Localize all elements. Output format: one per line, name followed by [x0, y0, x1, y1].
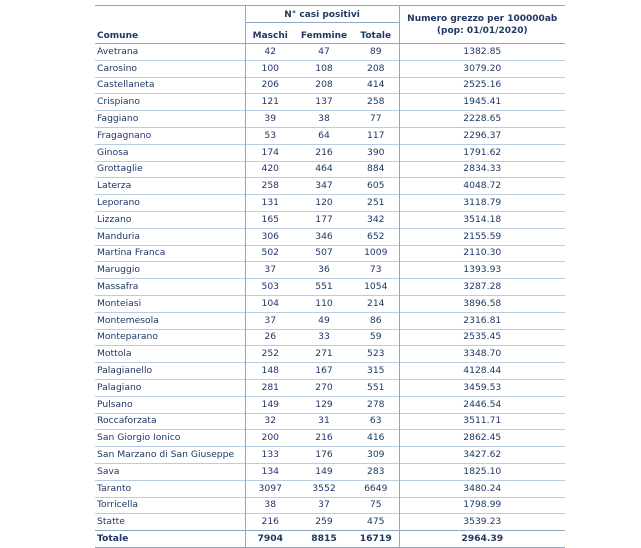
total-row — [95, 531, 565, 548]
cell-totale: 309 — [353, 447, 399, 464]
cell-totale: 208 — [353, 60, 399, 77]
cell-femmine: 507 — [295, 245, 353, 262]
cell-totale: 73 — [353, 262, 399, 279]
header-comune: Comune — [95, 6, 245, 44]
cell-rate: 3459.53 — [399, 379, 565, 396]
cell-femmine: 177 — [295, 211, 353, 228]
cell-comune: San Marzano di San Giuseppe — [95, 447, 245, 464]
cell-maschi: 133 — [245, 447, 295, 464]
cell-femmine: 347 — [295, 178, 353, 195]
cell-maschi: 37 — [245, 262, 295, 279]
cell-maschi: 131 — [245, 195, 295, 212]
cell-comune: Fragagnano — [95, 127, 245, 144]
cell-totale: 214 — [353, 295, 399, 312]
cell-femmine: 271 — [295, 346, 353, 363]
cell-totale: 551 — [353, 379, 399, 396]
cell-femmine: 64 — [295, 127, 353, 144]
table-row — [95, 127, 565, 144]
cell-rate: 3480.24 — [399, 480, 565, 497]
cell-comune: Faggiano — [95, 111, 245, 128]
cases-table — [95, 5, 565, 548]
cell-rate: 2228.65 — [399, 111, 565, 128]
cell-rate: 3511.71 — [399, 413, 565, 430]
total-rate: 2964.39 — [399, 531, 565, 548]
cell-femmine: 120 — [295, 195, 353, 212]
cell-totale: 283 — [353, 463, 399, 480]
total-maschi: 7904 — [245, 531, 295, 548]
cell-maschi: 121 — [245, 94, 295, 111]
cell-femmine: 47 — [295, 44, 353, 61]
cell-comune: Mottola — [95, 346, 245, 363]
table-row — [95, 346, 565, 363]
cell-maschi: 149 — [245, 396, 295, 413]
cell-totale: 1054 — [353, 279, 399, 296]
cell-maschi: 3097 — [245, 480, 295, 497]
cell-comune: Crispiano — [95, 94, 245, 111]
cell-maschi: 100 — [245, 60, 295, 77]
cell-totale: 884 — [353, 161, 399, 178]
cell-rate: 2316.81 — [399, 312, 565, 329]
cell-rate: 2535.45 — [399, 329, 565, 346]
cell-rate: 4128.44 — [399, 363, 565, 380]
table-row — [95, 480, 565, 497]
cell-totale: 251 — [353, 195, 399, 212]
cell-femmine: 208 — [295, 77, 353, 94]
cell-comune: Maruggio — [95, 262, 245, 279]
cell-comune: Monteiasi — [95, 295, 245, 312]
cell-femmine: 37 — [295, 497, 353, 514]
table-row — [95, 329, 565, 346]
cell-femmine: 149 — [295, 463, 353, 480]
cell-rate: 2834.33 — [399, 161, 565, 178]
cell-femmine: 31 — [295, 413, 353, 430]
table-row — [95, 44, 565, 61]
cell-totale: 89 — [353, 44, 399, 61]
cell-comune: Carosino — [95, 60, 245, 77]
cases-table-container — [95, 5, 565, 544]
table-row — [95, 447, 565, 464]
cell-maschi: 258 — [245, 178, 295, 195]
cell-rate: 1382.85 — [399, 44, 565, 61]
cell-femmine: 167 — [295, 363, 353, 380]
cell-totale: 75 — [353, 497, 399, 514]
cell-femmine: 551 — [295, 279, 353, 296]
cell-totale: 342 — [353, 211, 399, 228]
cell-comune: Castellaneta — [95, 77, 245, 94]
cell-totale: 315 — [353, 363, 399, 380]
cell-femmine: 110 — [295, 295, 353, 312]
header-row-group — [95, 6, 565, 23]
cell-maschi: 306 — [245, 228, 295, 245]
cell-totale: 59 — [353, 329, 399, 346]
cell-maschi: 53 — [245, 127, 295, 144]
header-femmine: Femmine — [300, 31, 348, 41]
cell-maschi: 38 — [245, 497, 295, 514]
cell-rate: 4048.72 — [399, 178, 565, 195]
cell-maschi: 200 — [245, 430, 295, 447]
cell-femmine: 108 — [295, 60, 353, 77]
cell-totale: 258 — [353, 94, 399, 111]
cell-comune: Palagianello — [95, 363, 245, 380]
header-totale: Totale — [353, 23, 399, 44]
cell-totale: 416 — [353, 430, 399, 447]
cell-totale: 6649 — [353, 480, 399, 497]
cell-totale: 523 — [353, 346, 399, 363]
cell-rate: 2155.59 — [399, 228, 565, 245]
table-row — [95, 379, 565, 396]
cell-maschi: 281 — [245, 379, 295, 396]
cell-comune: Pulsano — [95, 396, 245, 413]
cell-femmine: 216 — [295, 430, 353, 447]
cell-femmine: 3552 — [295, 480, 353, 497]
cell-rate: 2110.30 — [399, 245, 565, 262]
cell-femmine: 464 — [295, 161, 353, 178]
table-row — [95, 111, 565, 128]
table-row — [95, 413, 565, 430]
cell-comune: Manduria — [95, 228, 245, 245]
cell-comune: Palagiano — [95, 379, 245, 396]
cell-comune: Montemesola — [95, 312, 245, 329]
cell-totale: 475 — [353, 514, 399, 531]
cell-maschi: 148 — [245, 363, 295, 380]
table-row — [95, 77, 565, 94]
cell-comune: Avetrana — [95, 44, 245, 61]
table-row — [95, 430, 565, 447]
cell-maschi: 174 — [245, 144, 295, 161]
cell-comune: Laterza — [95, 178, 245, 195]
table-row — [95, 228, 565, 245]
table-body — [95, 44, 565, 531]
cell-maschi: 502 — [245, 245, 295, 262]
header-rate — [399, 6, 565, 44]
table-row — [95, 312, 565, 329]
table-header — [95, 6, 565, 44]
table-row — [95, 195, 565, 212]
cell-rate: 3118.79 — [399, 195, 565, 212]
header-rate-line1: Numero grezzo per 100000ab — [407, 13, 558, 24]
cell-rate: 1825.10 — [399, 463, 565, 480]
cell-femmine: 346 — [295, 228, 353, 245]
cell-femmine: 33 — [295, 329, 353, 346]
cell-comune: Monteparano — [95, 329, 245, 346]
cell-totale: 117 — [353, 127, 399, 144]
total-totale: 16719 — [353, 531, 399, 548]
cell-rate: 1393.93 — [399, 262, 565, 279]
cell-maschi: 503 — [245, 279, 295, 296]
cell-comune: Sava — [95, 463, 245, 480]
cell-femmine: 270 — [295, 379, 353, 396]
table-row — [95, 497, 565, 514]
cell-femmine: 38 — [295, 111, 353, 128]
cell-rate: 3348.70 — [399, 346, 565, 363]
cell-rate: 3896.58 — [399, 295, 565, 312]
cell-rate: 3079.20 — [399, 60, 565, 77]
cell-totale: 605 — [353, 178, 399, 195]
cell-comune: Taranto — [95, 480, 245, 497]
cell-rate: 1791.62 — [399, 144, 565, 161]
table-row — [95, 60, 565, 77]
cell-rate: 2296.37 — [399, 127, 565, 144]
cell-femmine: 259 — [295, 514, 353, 531]
cell-totale: 414 — [353, 77, 399, 94]
cell-maschi: 252 — [245, 346, 295, 363]
cell-femmine: 49 — [295, 312, 353, 329]
cell-maschi: 32 — [245, 413, 295, 430]
cell-maschi: 42 — [245, 44, 295, 61]
table-row — [95, 94, 565, 111]
cell-maschi: 104 — [245, 295, 295, 312]
cell-comune: Torricella — [95, 497, 245, 514]
cell-comune: Lizzano — [95, 211, 245, 228]
table-row — [95, 396, 565, 413]
table-row — [95, 161, 565, 178]
table-row — [95, 279, 565, 296]
header-rate-line2: (pop: 01/01/2020) — [436, 25, 528, 36]
cell-maschi: 216 — [245, 514, 295, 531]
cell-maschi: 206 — [245, 77, 295, 94]
cell-totale: 77 — [353, 111, 399, 128]
cell-maschi: 26 — [245, 329, 295, 346]
cell-rate: 1945.41 — [399, 94, 565, 111]
cell-totale: 63 — [353, 413, 399, 430]
cell-comune: Leporano — [95, 195, 245, 212]
cell-comune: Ginosa — [95, 144, 245, 161]
table-row — [95, 295, 565, 312]
cell-comune: Grottaglie — [95, 161, 245, 178]
cell-totale: 652 — [353, 228, 399, 245]
cell-rate: 3539.23 — [399, 514, 565, 531]
total-femmine: 8815 — [295, 531, 353, 548]
table-row — [95, 245, 565, 262]
table-row — [95, 514, 565, 531]
cell-rate: 2525.16 — [399, 77, 565, 94]
cell-comune: Statte — [95, 514, 245, 531]
header-maschi: Maschi — [252, 31, 288, 41]
cell-rate: 2862.45 — [399, 430, 565, 447]
cell-maschi: 420 — [245, 161, 295, 178]
cell-comune: San Giorgio Ionico — [95, 430, 245, 447]
cell-rate: 1798.99 — [399, 497, 565, 514]
cell-comune: Martina Franca — [95, 245, 245, 262]
cell-femmine: 216 — [295, 144, 353, 161]
cell-totale: 86 — [353, 312, 399, 329]
table-row — [95, 363, 565, 380]
cell-comune: Massafra — [95, 279, 245, 296]
cell-femmine: 137 — [295, 94, 353, 111]
cell-rate: 3427.62 — [399, 447, 565, 464]
cell-femmine: 176 — [295, 447, 353, 464]
cell-totale: 278 — [353, 396, 399, 413]
table-row — [95, 211, 565, 228]
cell-maschi: 165 — [245, 211, 295, 228]
cell-maschi: 39 — [245, 111, 295, 128]
cell-maschi: 37 — [245, 312, 295, 329]
table-row — [95, 144, 565, 161]
cell-femmine: 129 — [295, 396, 353, 413]
cell-rate: 3287.28 — [399, 279, 565, 296]
table-row — [95, 262, 565, 279]
table-row — [95, 463, 565, 480]
cell-rate: 3514.18 — [399, 211, 565, 228]
cell-comune: Roccaforzata — [95, 413, 245, 430]
cell-totale: 1009 — [353, 245, 399, 262]
total-label: Totale — [95, 531, 245, 548]
table-row — [95, 178, 565, 195]
cell-femmine: 36 — [295, 262, 353, 279]
cell-totale: 390 — [353, 144, 399, 161]
cell-maschi: 134 — [245, 463, 295, 480]
cell-rate: 2446.54 — [399, 396, 565, 413]
header-casi-positivi-group: N° casi positivi — [245, 6, 399, 23]
